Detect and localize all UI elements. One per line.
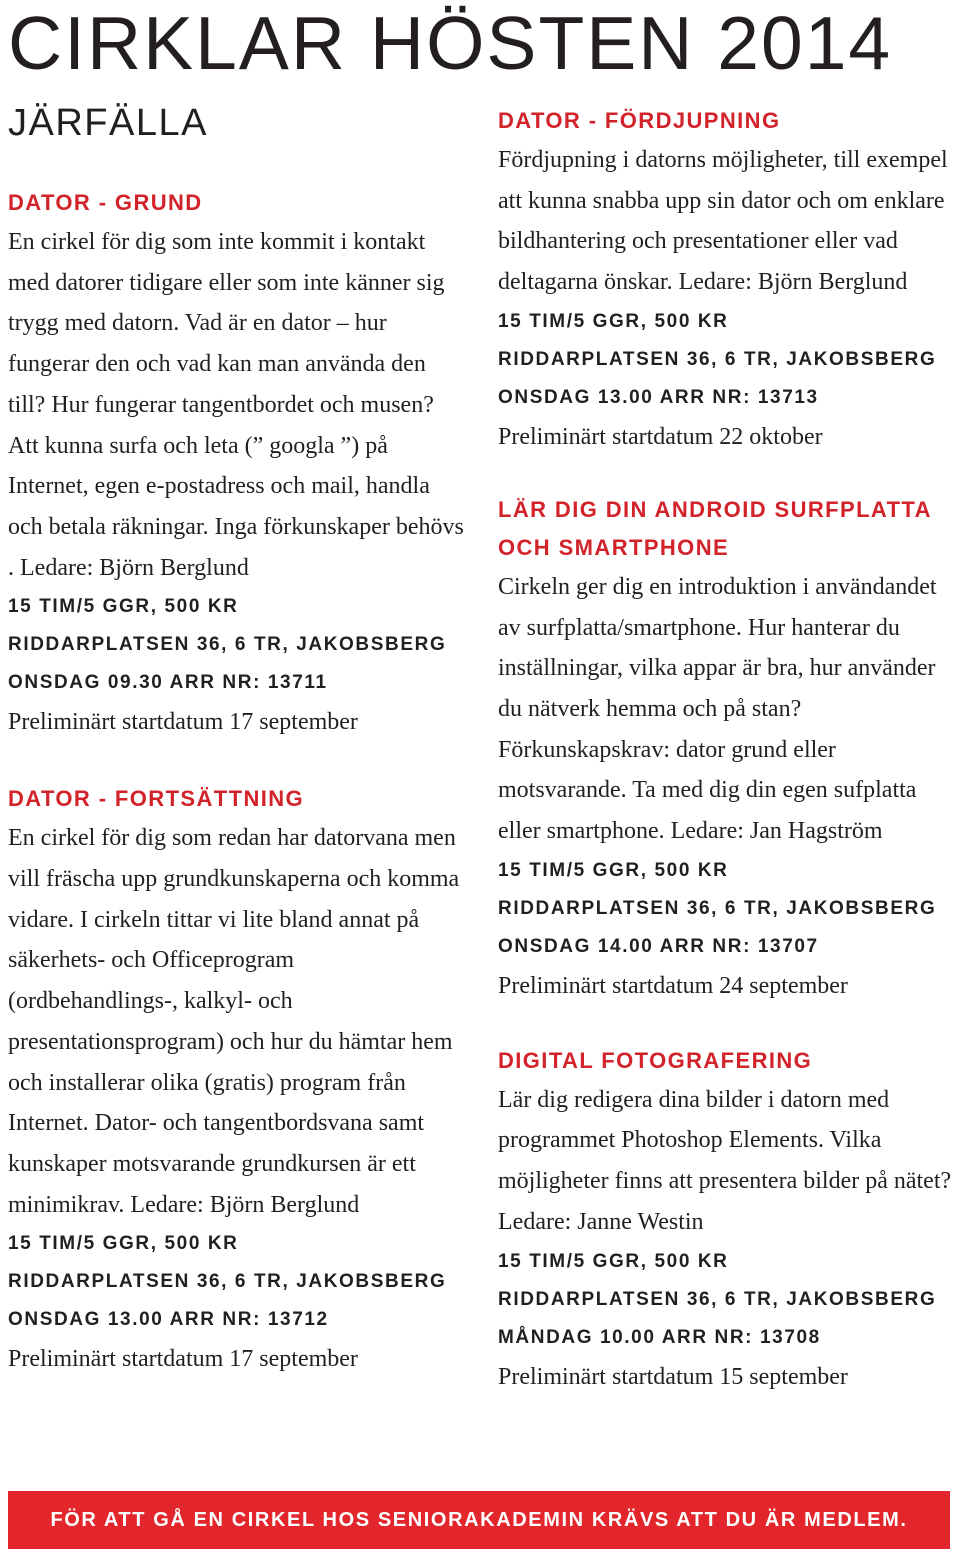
course-start-date: Preliminärt startdatum 15 september bbox=[498, 1363, 848, 1390]
course-description: En cirkel för dig som redan har datorvana men vill fräscha upp grundkunskaperna och komma vidare. I cirkeln tittar vi lite bland annat på säkerhets- och Officeprogram (ordbehandlings-, kalkyl- och presentationsprogram) och hur du hämtar hem och installerar olika (gratis) program från Internet. Dator- och tangentbordsvana samt kunskaper motsvarande grundkursen är ett minimikrav. Ledare: Björn Berglund bbox=[8, 825, 460, 1218]
course-description: Fördjupning i datorns möjligheter, till exempel att kunna snabba upp sin dator och om enklare bildhantering och presentationer eller vad deltagarna önskar. Ledare: Björn Berglund bbox=[498, 147, 948, 296]
course-heading: DIGITAL FOTOGRAFERING bbox=[498, 1047, 813, 1073]
membership-notice-banner: FÖR ATT GÅ EN CIRKEL HOS SENIORAKADEMIN KRÄVS ATT DU ÄR MEDLEM. bbox=[8, 1491, 950, 1549]
page-subtitle: JÄRFÄLLA bbox=[8, 102, 208, 144]
course-android-surfplatta bbox=[498, 491, 954, 1006]
course-start-date: Preliminärt startdatum 22 oktober bbox=[498, 423, 823, 450]
course-start-date: Preliminärt startdatum 17 september bbox=[8, 709, 358, 736]
course-schedule: ONSDAG 14.00 ARR NR: 13707 bbox=[498, 935, 819, 957]
course-location: RIDDARPLATSEN 36, 6 TR, JAKOBSBERG bbox=[498, 348, 937, 370]
course-schedule: ONSDAG 13.00 ARR NR: 13712 bbox=[8, 1309, 329, 1331]
course-dator-fordjupning bbox=[498, 102, 954, 457]
right-column bbox=[498, 102, 954, 1397]
course-heading: LÄR DIG DIN ANDROID SURFPLATTA OCH SMARTPHONE bbox=[498, 496, 932, 560]
course-hours: 15 TIM/5 GGR, 500 KR bbox=[8, 1233, 239, 1255]
course-start-date: Preliminärt startdatum 24 september bbox=[498, 972, 848, 999]
course-location: RIDDARPLATSEN 36, 6 TR, JAKOBSBERG bbox=[8, 1271, 447, 1293]
course-heading: DATOR - FÖRDJUPNING bbox=[498, 108, 781, 133]
course-heading: DATOR - FORTSÄTTNING bbox=[8, 786, 305, 812]
course-hours: 15 TIM/5 GGR, 500 KR bbox=[498, 1250, 729, 1272]
course-location: RIDDARPLATSEN 36, 6 TR, JAKOBSBERG bbox=[498, 1288, 937, 1310]
course-hours: 15 TIM/5 GGR, 500 KR bbox=[498, 859, 729, 881]
course-hours: 15 TIM/5 GGR, 500 KR bbox=[498, 310, 729, 332]
course-schedule: MÅNDAG 10.00 ARR NR: 13708 bbox=[498, 1326, 821, 1348]
course-description: Lär dig redigera dina bilder i datorn med programmet Photoshop Elements. Vilka möjligheter finns att presentera bilder på nätet? Ledare: Janne Westin bbox=[498, 1086, 952, 1235]
course-start-date: Preliminärt startdatum 17 september bbox=[8, 1346, 358, 1373]
course-location: RIDDARPLATSEN 36, 6 TR, JAKOBSBERG bbox=[8, 634, 447, 656]
course-dator-fortsattning bbox=[8, 780, 464, 1379]
course-schedule: ONSDAG 09.30 ARR NR: 13711 bbox=[8, 672, 328, 694]
course-dator-grund bbox=[8, 184, 464, 742]
course-hours: 15 TIM/5 GGR, 500 KR bbox=[8, 596, 239, 618]
left-column bbox=[8, 184, 464, 1379]
course-digital-fotografering bbox=[498, 1042, 954, 1397]
course-description: Cirkeln ger dig en introduktion i användandet av surfplatta/smartphone. Hur hanterar du inställningar, vilka appar är bra, hur använder du nätverk hemma och på stan? Förkunskapskrav: dator grund eller motsvarande. Ta med dig din egen sufplatta eller smartphone. Ledare: Jan Hagström bbox=[498, 573, 937, 845]
course-schedule: ONSDAG 13.00 ARR NR: 13713 bbox=[498, 386, 819, 408]
course-description: En cirkel för dig som inte kommit i kontakt med datorer tidigare eller som inte känner sig trygg med datorn. Vad är en dator – hur fungerar den och vad kan man använda den till? Hur fungerar tangentbordet och musen? Att kunna surfa och leta (” googla ”) på Internet, egen e-postadress och mail, handla och betala räkningar. Inga förkunskaper behövs . Ledare: Björn Berglund bbox=[8, 229, 464, 581]
page-title: CIRKLAR HÖSTEN 2014 bbox=[8, 1, 893, 85]
course-heading: DATOR - GRUND bbox=[8, 190, 203, 215]
course-location: RIDDARPLATSEN 36, 6 TR, JAKOBSBERG bbox=[498, 897, 937, 919]
